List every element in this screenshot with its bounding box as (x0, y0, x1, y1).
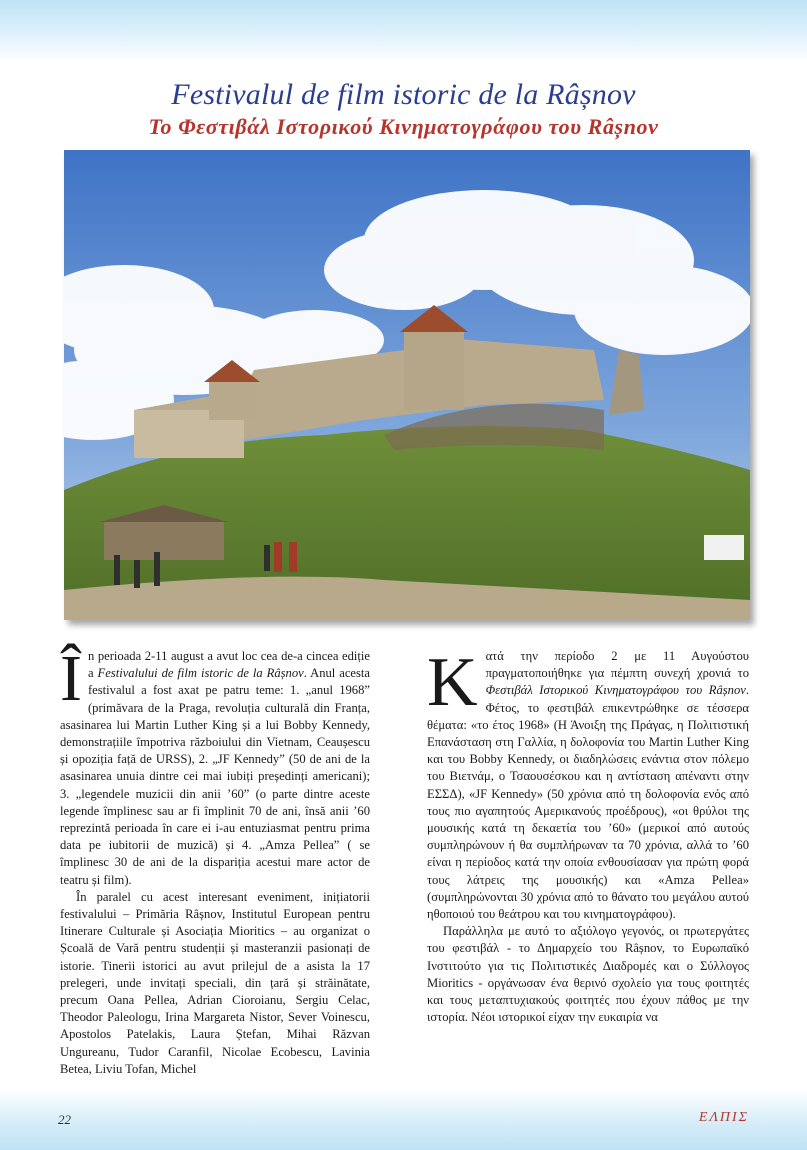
gr-p1-text-a: ατά την περίοδο 2 με 11 Αυγούστου πραγματοποιήθηκε για πέμπτη συνεχή χρονιά το (485, 649, 749, 681)
fortress-photo (64, 150, 750, 620)
greek-article-column (427, 644, 749, 1026)
ro-p1-text-a: n perioada 2-11 august a avut loc cea de-a cincea ediție a (87, 649, 370, 681)
journal-name: ΕΛΠΙΣ (698, 1110, 749, 1125)
top-decorative-band (0, 0, 807, 62)
romanian-article-column (60, 642, 370, 1078)
article-title-romanian: Festivalul de film istoric de la Râșnov (171, 78, 636, 111)
romanian-paragraph-2: În paralel cu acest interesant eveniment, inițiatorii festivalului – Primăria Râșnov, Institutul European pentru Itinerare Culturale și Asociația Mioritics – au organizat o Școală de Vară pentru studenții și masteranzii pasionați de istorie. Tinerii istorici au avut prilejul de a asista la 17 prelegeri, unde invitați speciali, din țară și străinătate, precum Oana Pellea, Adrian Cioroianu, Sergiu Celac, Theodor Paleologu, Irina Margareta Nistor, Sever Voinescu, Apostolos Patelakis, Laura Ștefan, Mihai Răzvan Ungureanu, Tudor Caranfil, Nicolae Ecobescu, Lavinia Betea, Liviu Tofan, Michel (60, 889, 370, 1076)
greek-paragraph-1 (427, 644, 749, 923)
gr-p1-text-b: . Φέτος, το φεστιβάλ επικεντρώθηκε σε τέσσερα θέματα: «το έτος 1968» (Η Άνοιξη της Πράγας, η Πολιτιστική Επανάσταση στη Γαλλία, η δολοφονία του Martin Luther King και του Bobby Kennedy, οι διαδηλώσεις ενάντια στον πόλεμο του Βιετνάμ, ο Τσαουσέσκου και η αντίσταση απέναντι στην ΕΣΣΔ), «JF Kennedy» (50 χρόνια από τη δολοφονία ενός από τους πιο αγαπητούς Αμερικανούς προέδρους), «οι θρύλοι της μουσικής κατά τη δεκαετία του ’60» (μερικοί από αυτούς συμπληρώνουν ή θα συμπλήρωναν τα 70 χρόνια, αλλά το ’60 είναι η περίοδος κατά την οποία ενθουσίασαν για πρώτη φορά τους λάτρεις της μουσικής) και «Amza Pellea» (συμπληρώνονται 30 χρόνια από το θάνατο του μεγάλου αυτού ηθοποιού του θεάτρου και του κινηματογράφου). (427, 683, 749, 922)
gr-p1-festival-name: Φεστιβάλ Ιστορικού Κινηματογράφου του Râșnov (485, 683, 746, 698)
ro-p1-text-b: . Anul acesta festivalul a fost axat pe patru teme: 1. „anul 1968” (primăvara de la Praga, revoluția culturală din Franța, asasinarea lui Martin Luther King și a lui Bobby Kennedy, demonstrațiile împotriva războiului din Vietnam, Ceaușescu și opoziția față de URSS), 2. „JF Kennedy” (50 de ani de la asasinarea unuia dintre cei mai iubiți președinți americani); 3. „legendele muzicii din anii ’60” (o parte dintre aceste legende împlinesc sau ar fi împlinit 70 de ani, însă anii ’60 reprezintă perioada în care ei i-au entuziasmat pentru prima data pe iubitorii de muzică) și 4. „Amza Pellea” ( se împlinesc 30 de ani de la dispariția acestui mare actor de teatru și film). (60, 666, 370, 887)
romanian-paragraph-1 (60, 642, 370, 889)
rasnov-fortress-photo-icon (64, 150, 750, 620)
dropcap-letter: Î (60, 642, 82, 715)
dropcap-letter: Κ (427, 644, 478, 721)
greek-paragraph-2: Παράλληλα με αυτό το αξιόλογο γεγονός, οι πρωτεργάτες του φεστιβάλ - το Δημαρχείο του Râșnov, το Ευρωπαϊκό Ινστιτούτο για τις Πολιτιστικές Διαδρομές και ο Σύλλογος Mioritics - οργάνωσαν ένα θερινό σχολείο για τους φοιτητές και τους μεταπτυχιακούς φοιτητές που έχουν πάθος με την ιστορία. Νέοι ιστορικοί είχαν την ευκαιρία να (427, 924, 749, 1025)
article-title-greek: Το Φεστιβάλ Ιστορικού Κινηματογράφου του Râșnov (148, 114, 659, 139)
page-number: 22 (58, 1112, 71, 1127)
bottom-decorative-band (0, 1090, 807, 1150)
ro-p1-festival-name: Festivalului de film istoric de la Râșnov (97, 666, 304, 681)
